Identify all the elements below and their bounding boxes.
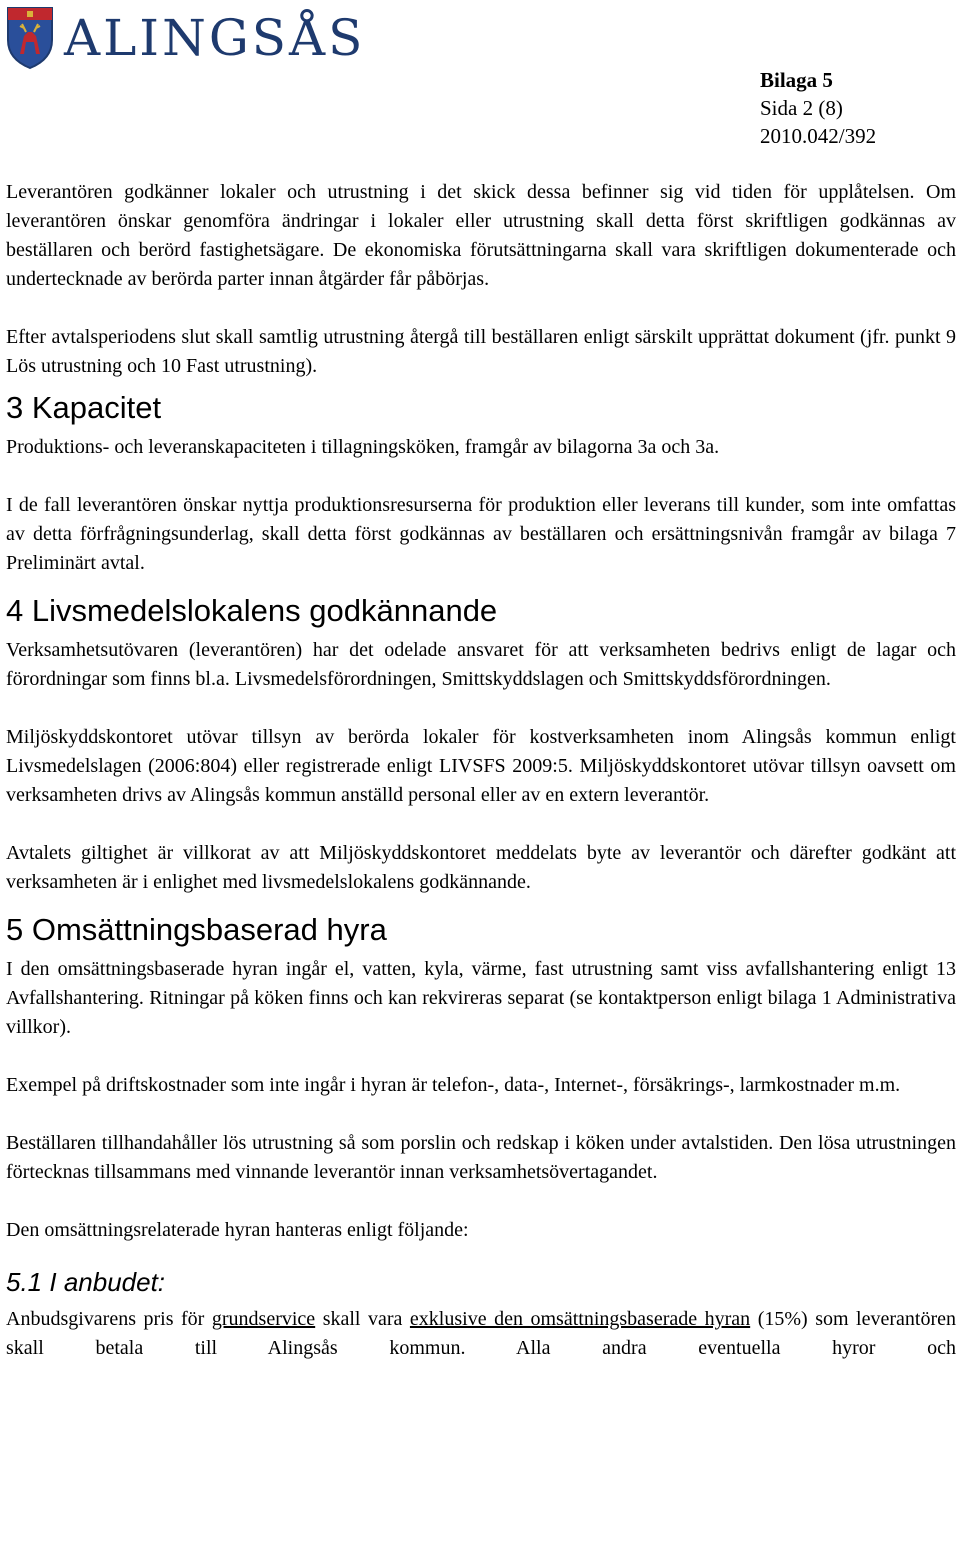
section-heading-omsattningsbaserad-hyra: 5 Omsättningsbaserad hyra — [6, 912, 387, 947]
paragraph: Den omsättningsrelaterade hyran hanteras enligt följande: — [6, 1219, 469, 1241]
paragraph: Efter avtalsperiodens slut skall samtlig utrustning återgå till beställaren enligt särskilt upprättat dokument (jfr. punkt 9 Lös utrustning och 10 Fast utrustning). — [6, 326, 956, 377]
coat-of-arms-icon — [6, 6, 54, 70]
paragraph — [6, 1305, 956, 1363]
page-number: Sida 2 (8) — [760, 96, 843, 120]
attachment-label: Bilaga 5 — [760, 68, 833, 92]
underlined-text: exklusive den omsättningsbaserade hyran — [409, 1308, 751, 1330]
paragraph: Avtalets giltighet är villkorat av att Miljöskyddskontoret meddelats byte av leverantör och därefter godkänt att verksamheten är i enlighet med livsmedelslokalens godkännande. — [6, 842, 956, 893]
text-run: (15%) som leverantören skall betala till Alingsås kommun. Alla andra eventuella hyror och — [6, 1308, 956, 1359]
paragraph: Produktions- och leveranskapaciteten i tillagningsköken, framgår av bilagorna 3a och 3a. — [6, 436, 720, 458]
underlined-text: grundservice — [211, 1308, 316, 1330]
paragraph: Beställaren tillhandahåller lös utrustning så som porslin och redskap i köken under avtalstiden. Den lösa utrustningen förtecknas tillsammans med vinnande leverantör innan verksamhetsövertagandet. — [6, 1132, 956, 1183]
paragraph: I den omsättningsbaserade hyran ingår el, vatten, kyla, värme, fast utrustning samt viss avfallshantering enligt 13 Avfallshantering. Ritningar på köken finns och kan rekvireras separat (se kontaktperson enligt bilaga 1 Administrativa villkor). — [6, 958, 956, 1038]
document-body — [6, 178, 956, 1363]
text-run: skall vara — [315, 1308, 410, 1330]
section-heading-kapacitet: 3 Kapacitet — [6, 390, 162, 425]
paragraph: I de fall leverantören önskar nyttja produktionsresurserna för produktion eller leverans till kunder, som inte omfattas av detta förfrågningsunderlag, skall detta först godkännas av beställaren och ersättningsnivån framgår av bilaga 7 Preliminärt avtal. — [6, 494, 956, 574]
section-heading-livsmedelslokalens-godkannande: 4 Livsmedelslokalens godkännande — [6, 593, 498, 628]
reference-number: 2010.042/392 — [760, 124, 877, 148]
subsection-heading-i-anbudet: 5.1 I anbudet: — [6, 1267, 166, 1297]
paragraph: Leverantören godkänner lokaler och utrustning i det skick dessa befinner sig vid tiden för upplåtelsen. Om leverantören önskar genomföra ändringar i lokaler eller utrustning skall detta först skriftligen godkännas av beställaren och berörd fastighetsägare. De ekonomiska förutsättningarna skall vara skriftligen dokumenterade och undertecknade av berörda parter innan åtgärder får påbörjas. — [6, 181, 956, 290]
document-header — [760, 66, 876, 150]
text-run: Anbudsgivarens pris för — [6, 1308, 212, 1330]
paragraph: Exempel på driftskostnader som inte ingår i hyran är telefon-, data-, Internet-, försäkrings-, larmkostnader m.m. — [6, 1074, 901, 1096]
paragraph: Miljöskyddskontoret utövar tillsyn av berörda lokaler för kostverksamheten inom Alingsås kommun enligt Livsmedelslagen (2006:804) eller registrerade enligt LIVSFS 2009:5. Miljöskyddskontoret utövar tillsyn oavsett om verksamheten drivs av Alingsås kommun anställd personal eller av en extern leverantör. — [6, 726, 956, 806]
municipality-logo — [6, 4, 365, 72]
paragraph: Verksamhetsutövaren (leverantören) har det odelade ansvaret för att verksamheten bedrivs enligt de lagar och förordningar som finns bl.a. Livsmedelsförordningen, Smittskyddslagen och Smittskyddsförordningen. — [6, 639, 956, 690]
logo-text: ALINGSÅS — [64, 9, 366, 67]
